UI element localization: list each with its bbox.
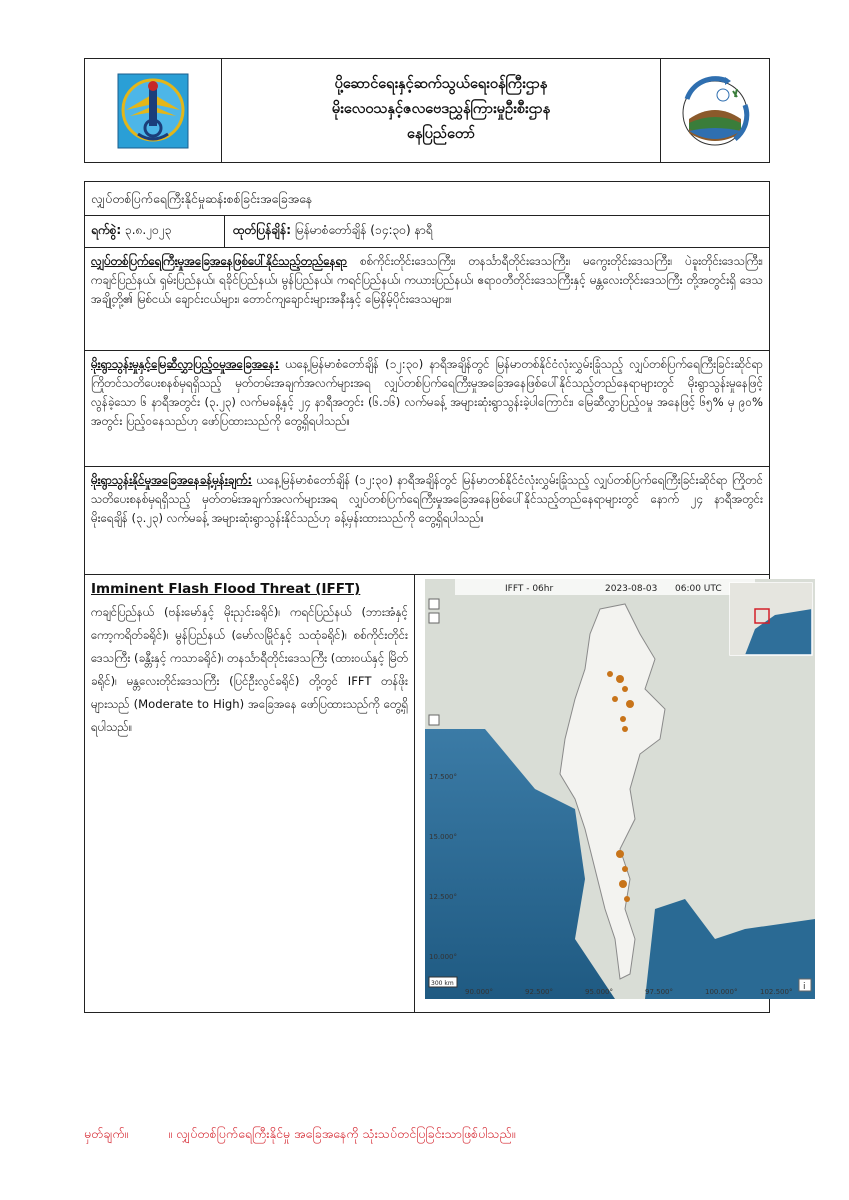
zoom-out-button[interactable] — [429, 613, 439, 623]
ifft-title: Imminent Flash Flood Threat (IFFT) — [91, 581, 361, 597]
time-value: မြန်မာစံတော်ချိန် (၁၄:၃၀) နာရီ — [294, 223, 433, 237]
report-header — [84, 58, 770, 163]
lat-label: 12.500° — [429, 893, 457, 901]
map-product-label: IFFT - 06hr — [505, 584, 554, 594]
ifft-map-cell — [415, 575, 806, 1012]
lon-label: 100.000° — [705, 988, 738, 996]
lat-label: 15.000° — [429, 833, 457, 841]
rainfall-row — [85, 351, 769, 467]
ministry-name: ပို့ဆောင်ရေးနှင့်ဆက်သွယ်ရေးဝန်ကြီးဌာန — [334, 76, 548, 92]
forecast-row — [85, 467, 769, 575]
city-name: နေပြည်တော် — [406, 126, 476, 142]
forecast-text: ယနေ့မြန်မာစံတော်ချိန် (၁၂:၃၀) နာရီအချိန်တွင် မြန်မာတစ်နိုင်ငံလုံးလွှမ်းခြုံသည့် လျှပ်တစ်ပြက်ရေကြီးခြင်းဆိုင်ရာ ကြိုတင်သတိပေးစနစ်မှရရှိသည့် မှတ်တမ်းအချက်အလက်များအရ လျှပ်တစ်ပြက်ရေကြီးမှုအခြေအနေဖြစ်ပေါ်နိုင်သည့်တည်နေရာများတွင် နောက် ၂၄ နာရီအတွင်း မိုးရေချိန် (၃.၂၃) လက်မခန့် အများဆုံးရွာသွန်းနိုင်သည်ဟု ခန့်မှန်းထားသည်ကို တွေ့ရှိရပါသည်။ — [91, 473, 763, 525]
forecast-cell — [85, 467, 769, 532]
report-table — [84, 181, 806, 1013]
lat-label: 10.000° — [429, 953, 457, 961]
lon-label: 102.500° — [760, 988, 793, 996]
areas-row — [85, 248, 769, 351]
forecast-heading: မိုးရွာသွန်းနိုင်မှုအခြေအနေခန့်မှန်းချက်: — [91, 473, 253, 487]
ministry-emblem-icon — [116, 72, 190, 150]
lon-label: 92.500° — [525, 988, 553, 996]
info-icon-glyph: i — [803, 982, 806, 992]
date-value: ၃.၈.၂၀၂၃ — [125, 223, 172, 237]
department-name: မိုးလေဝသနှင့်ဇလဗေဒညွှန်ကြားမှုဦးစီးဌာန — [331, 101, 551, 117]
report-title-row — [85, 182, 769, 216]
date-label: ရက်စွဲ: — [91, 223, 122, 237]
footnote-label: မှတ်ချက်။ — [84, 1126, 129, 1141]
footnote-text: ။ လျှပ်တစ်ပြက်ရေကြီးနိုင်မှု အခြေအနေကို သုံးသပ်တင်ပြခြင်းသာဖြစ်ပါသည်။ — [168, 1126, 516, 1141]
date-cell — [85, 216, 225, 247]
footnote — [84, 1126, 555, 1145]
ministry-logo-cell — [85, 59, 222, 162]
rainfall-text: ယနေ့မြန်မာစံတော်ချိန် (၁၂:၃၀) နာရီအချိန်တွင် မြန်မာတစ်နိုင်ငံလုံးလွှမ်းခြုံသည့် လျှပ်တစ်ပြက်ရေကြီးခြင်းဆိုင်ရာ ကြိုတင်သတိပေးစနစ်မှရရှိသည့် မှတ်တမ်းအချက်အလက်များအရ လျှပ်တစ်ပြက်ရေကြီးမှုအခြေအနေဖြစ်ပေါ်နိုင်သည့်တည်နေရာများတွင် မိုးရွာသွန်းမှုနေဖြင့် လွန်ခဲ့သော ၆ နာရီအတွင်း (၃.၂၃) လက်မခန့်နှင့် ၂၄ နာရီအတွင်း (၆.၁၆) လက်မခန့် အများဆုံးရွာသွန်းခဲ့ပါကြောင်း၊ မြေဆီလွှာပြည့်ဝမှု အနေဖြင့် ၆၅% မှ ၉၀% အတွင်း ပြည့်ဝနေသည်ဟု ဖော်ပြထားသည်ကို တွေ့ရှိရပါသည်။ — [91, 357, 764, 428]
header-titles — [222, 59, 660, 162]
lon-label: 90.000° — [465, 988, 493, 996]
ifft-body: ကချင်ပြည်နယ် (ဗန်းမော်နှင့် မိုးညှင်းခရိုင်)၊ ကရင်ပြည်နယ် (ဘားအံနှင့် ကော့ကရိတ်ခရိုင်)၊ မွန်ပြည်နယ် (မော်လမြိုင်နှင့် သထုံခရိုင်)၊ စစ်ကိုင်းတိုင်းဒေသကြီး (ခန္တီးနှင့် ကသာခရိုင်)၊ တနင်္သာရီတိုင်းဒေသကြီး (ထားဝယ်နှင့် မြိတ်ခရိုင်)၊ မန္တလေးတိုင်းဒေသကြီး (ပြင်ဦးလွင်ခရိုင်) တို့တွင် IFFT တန်ဖိုးများသည် (Moderate to High) အခြေအနေ ဖော်ပြထားသည်ကို တွေ့ရှိရပါသည်။ — [91, 605, 408, 734]
rainfall-heading: မိုးရွာသွန်းမှုနှင့်မြေဆီလွှာပြည့်ဝမှုအခြေအနေ: — [91, 357, 280, 371]
layer-toggle-button[interactable] — [429, 715, 439, 725]
date-time-row — [85, 216, 769, 248]
report-title: လျှပ်တစ်ပြက်ရေကြီးနိုင်မှုဆန်းစစ်ခြင်းအခြေအနေ — [91, 191, 313, 206]
zoom-in-button[interactable] — [429, 599, 439, 609]
ifft-map — [425, 579, 815, 999]
hydrology-logo-cell — [660, 59, 769, 162]
lon-label: 95.000° — [585, 988, 613, 996]
rainfall-cell — [85, 351, 769, 435]
areas-cell — [85, 248, 769, 313]
map-date-label: 2023-08-03 — [605, 584, 658, 594]
ifft-row — [85, 575, 806, 1012]
areas-heading: လျှပ်တစ်ပြက်ရေကြီးမှုအခြေအနေဖြစ်ပေါ်နိုင်သည့်တည်နေရာ — [91, 254, 348, 268]
map-time-label: 06:00 UTC — [675, 584, 722, 594]
ifft-text-cell — [85, 575, 415, 1012]
hydrology-logo-icon — [675, 71, 755, 151]
areas-text: စစ်ကိုင်းတိုင်းဒေသကြီး၊ တနင်္သာရီတိုင်းဒေသကြီး၊ မကွေးတိုင်းဒေသကြီး၊ ပဲခူးတိုင်းဒေသကြီး၊ ကချင်ပြည်နယ်၊ ရှမ်းပြည်နယ်၊ ရခိုင်ပြည်နယ်၊ မွန်ပြည်နယ်၊ ကရင်ပြည်နယ်၊ ကယားပြည်နယ်၊ ဧရာဝတီတိုင်းဒေသကြီးနှင့် မန္တလေးတိုင်းဒေသကြီး တို့အတွင်းရှိ ဒေသအချို့တို့၏ မြစ်ငယ်၊ ချောင်းငယ်များ၊ တောင်ကျချောင်းများအနီးနှင့် မြေနိမ့်ပိုင်းဒေသများ။ — [91, 254, 763, 306]
lat-label: 17.500° — [429, 773, 457, 781]
scale-label: 300 km — [431, 980, 454, 987]
time-cell — [225, 216, 769, 247]
time-label: ထုတ်ပြန်ချိန်: — [233, 223, 292, 237]
lon-label: 97.500° — [645, 988, 673, 996]
